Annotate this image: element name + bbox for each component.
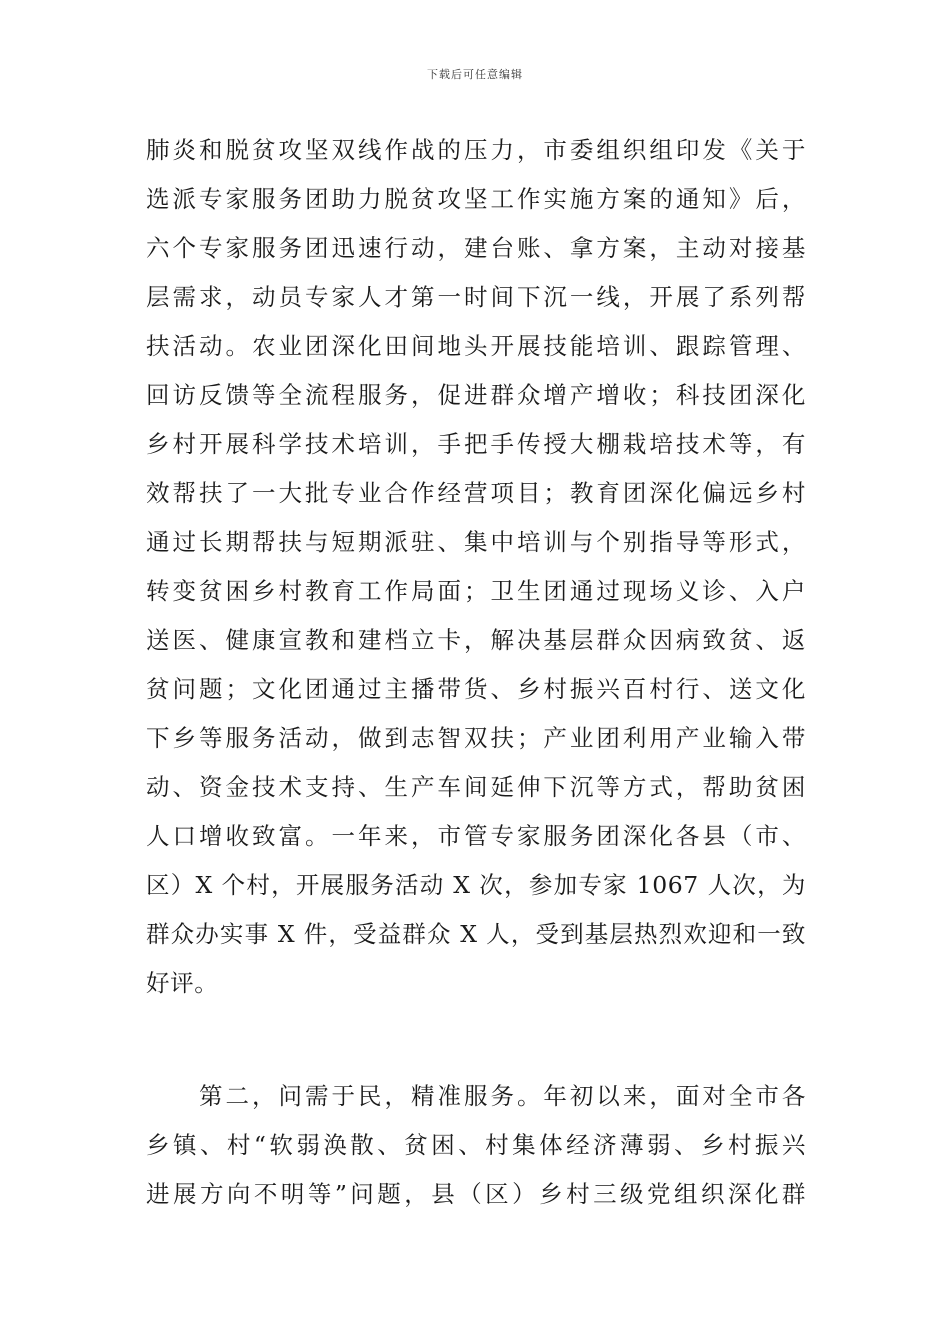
text-line: 乡村开展科学技术培训，手把手传授大棚栽培技术等，有 [146,430,806,458]
text-line: 贫问题；文化团通过主播带货、乡村振兴百村行、送文化 [146,675,806,703]
text-line: 第二，问需于民，精准服务。年初以来，面对全市各 [146,1082,806,1110]
page-header: 下载后可任意编辑 [427,68,523,81]
text-line: 六个专家服务团迅速行动，建台账、拿方案，主动对接基 [146,234,806,262]
text-line: 扶活动。农业团深化田间地头开展技能培训、跟踪管理、 [146,332,806,360]
paragraph-second-point [146,1072,806,1219]
text-line: 通过长期帮扶与短期派驻、集中培训与个别指导等形式， [146,528,806,556]
text-line: 送医、健康宣教和建档立卡，解决基层群众因病致贫、返 [146,626,806,654]
text-line: 选派专家服务团助力脱贫攻坚工作实施方案的通知》后， [146,185,806,213]
text-line: 区）X 个村，开展服务活动 X 次，参加专家 1067 人次，为 [146,871,806,899]
paragraph-expert-services [146,126,806,1008]
text-line: 层需求，动员专家人才第一时间下沉一线，开展了系列帮 [146,283,806,311]
text-line: 下乡等服务活动，做到志智双扶；产业团利用产业输入带 [146,724,806,752]
text-line: 乡镇、村“软弱涣散、贫困、村集体经济薄弱、乡村振兴 [146,1131,806,1159]
text-line: 肺炎和脱贫攻坚双线作战的压力，市委组织组印发《关于 [146,136,806,164]
text-line: 进展方向不明等”问题，县（区）乡村三级党组织深化群 [146,1180,806,1208]
text-line: 动、资金技术支持、生产车间延伸下沉等方式，帮助贫困 [146,773,806,801]
text-line: 人口增收致富。一年来，市管专家服务团深化各县（市、 [146,822,806,850]
text-line: 好评。 [146,969,219,997]
text-line: 效帮扶了一大批专业合作经营项目；教育团深化偏远乡村 [146,479,806,507]
text-line: 转变贫困乡村教育工作局面；卫生团通过现场义诊、入户 [146,577,806,605]
text-line: 回访反馈等全流程服务，促进群众增产增收；科技团深化 [146,381,806,409]
text-line: 群众办实事 X 件，受益群众 X 人，受到基层热烈欢迎和一致 [146,920,806,948]
